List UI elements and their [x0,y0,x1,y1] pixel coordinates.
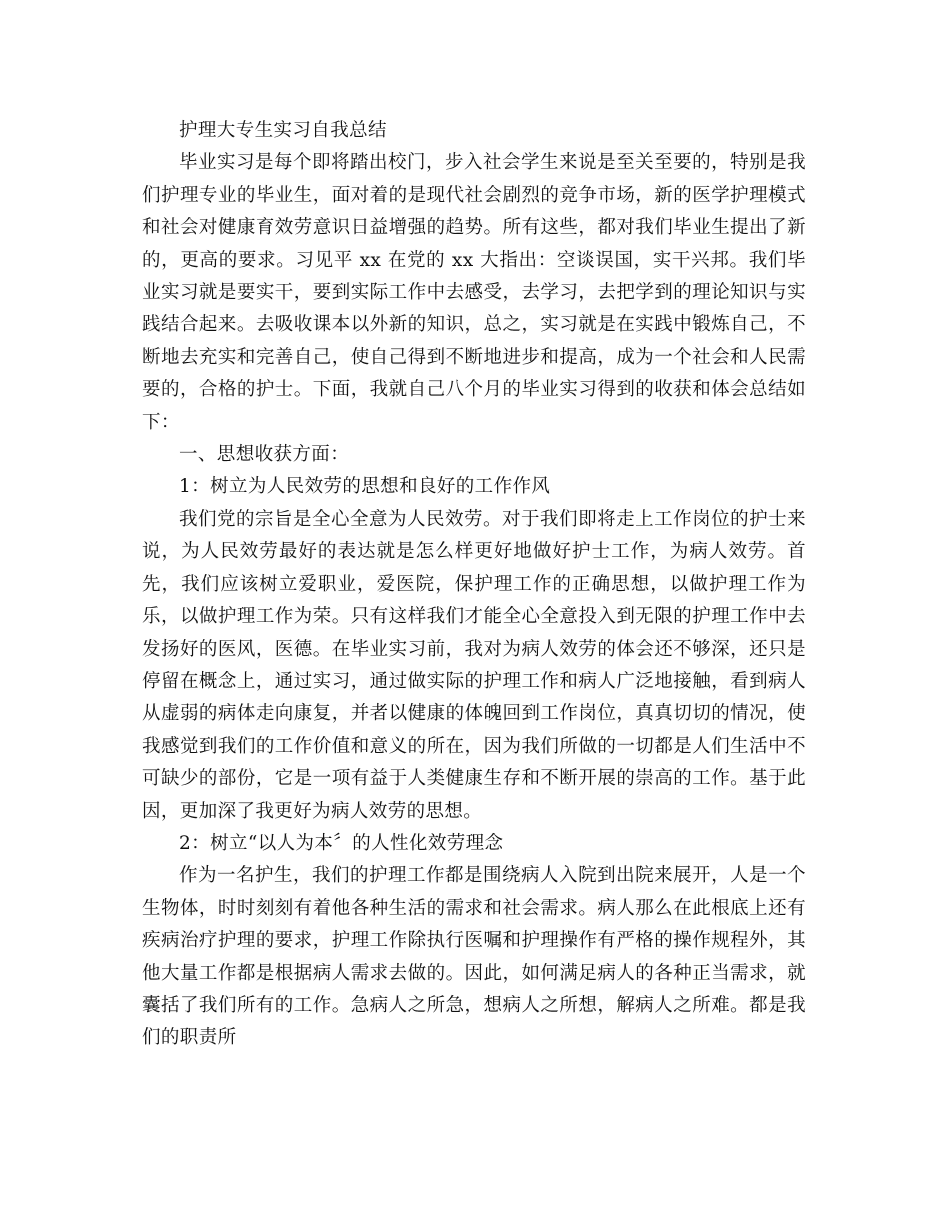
subsection-2-paragraph: 作为一名护生，我们的护理工作都是围绕病人入院到出院来展开，人是一个生物体，时时刻刻有着他各种生活的需求和社会需求。病人那么在此根底上还有疾病治疗护理的要求，护理工作除执行医嘱和护理操作有严格的操作规程外，其他大量工作都是根据病人需求去做的。因此，如何满足病人的各种正当需求，就囊括了我们所有的工作。急病人之所急，想病人之所想，解病人之所难。都是我们的职责所 [142,865,806,1049]
intro-paragraph: 毕业实习是每个即将踏出校门，步入社会学生来说是至关至要的，特别是我们护理专业的毕业生，面对着的是现代社会剧烈的竞争市场，新的医学护理模式和社会对健康育效劳意识日益增强的趋势。所有这些，都对我们毕业生提出了新的，更高的要求。习见平 xx 在党的 xx 大指出：空谈误国，实干兴邦。我们毕业实习就是要实干，要到实际工作中去感受，去学习，去把学到的理论知识与实践结合起来。去吸收课本以外新的知识，总之，实习就是在实践中锻炼自己，不断地去充实和完善自己，使自己得到不断地进步和提高，成为一个社会和人民需要的，合格的护士。下面，我就自己八个月的毕业实习得到的收获和体会总结如下： [142,152,806,433]
document-body [142,115,806,1055]
subsection-heading-2: 2：树立“以人为本〞的人性化效劳理念 [179,832,504,854]
subsection-heading-1: 1：树立为人民效劳的思想和良好的工作作风 [179,476,551,498]
document-title: 护理大专生实习自我总结 [179,120,387,141]
subsection-1-paragraph: 我们党的宗旨是全心全意为人民效劳。对于我们即将走上工作岗位的护士来说，为人民效劳最好的表达就是怎么样更好地做好护士工作，为病人效劳。首先，我们应该树立爱职业，爱医院，保护理工作的正确思想，以做护理工作为乐，以做护理工作为荣。只有这样我们才能全心全意投入到无限的护理工作中去发扬好的医风，医德。在毕业实习前，我对为病人效劳的体会还不够深，还只是停留在概念上，通过实习，通过做实际的护理工作和病人广泛地接触，看到病人从虚弱的病体走向康复，并者以健康的体魄回到工作岗位，真真切切的情况，使我感觉到我们的工作价值和意义的所在，因为我们所做的一切都是人们生活中不可缺少的部份，它是一项有益于人类健康生存和不断开展的崇高的工作。基于此因，更加深了我更好为病人效劳的思想。 [142,508,806,822]
section-heading-thought-gains: 一、思想收获方面： [179,444,350,466]
